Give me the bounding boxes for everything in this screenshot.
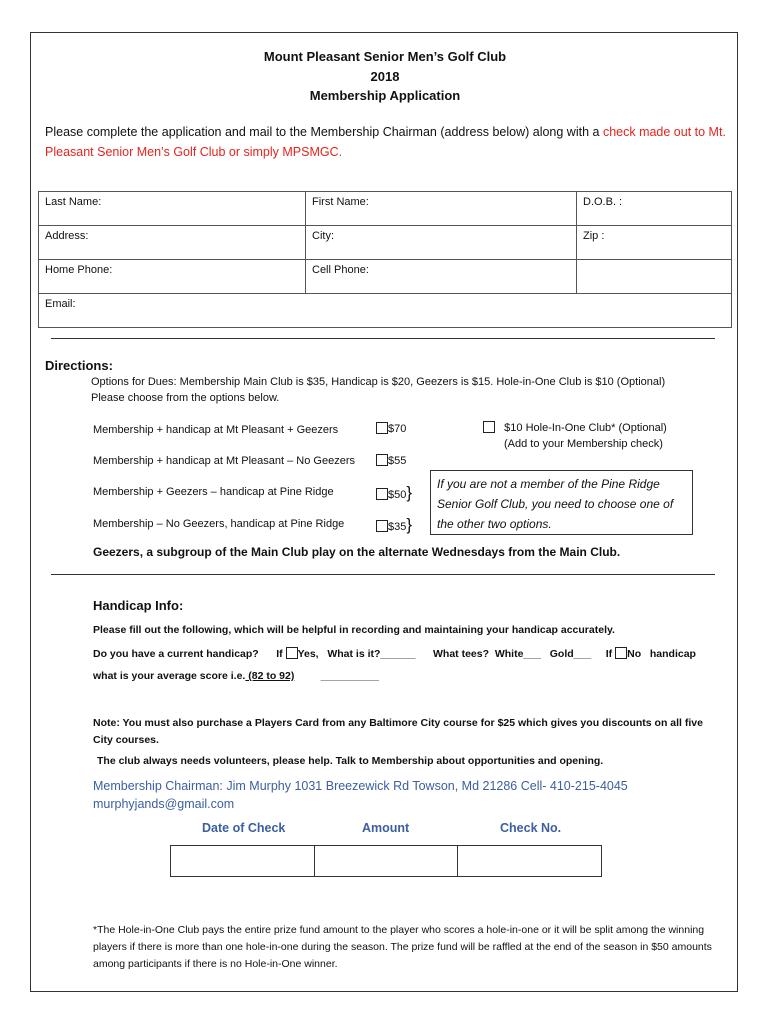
gold-tees-label: Gold___ bbox=[549, 648, 592, 660]
option-checkbox[interactable] bbox=[376, 454, 406, 467]
checkbox-square-icon bbox=[483, 421, 495, 433]
brace-icon: } bbox=[406, 515, 413, 534]
average-score-blank[interactable]: __________ bbox=[320, 670, 380, 682]
average-score-row bbox=[93, 670, 379, 682]
zip-field[interactable]: Zip : bbox=[577, 226, 732, 260]
choose-text: Please choose from the options below. bbox=[91, 392, 280, 404]
hole-in-one-label: $10 Hole-In-One Club* (Optional) bbox=[504, 422, 667, 434]
if-label: If bbox=[276, 648, 283, 660]
form-title: Membership Application bbox=[309, 88, 461, 103]
date-of-check-header: Date of Check bbox=[202, 821, 286, 835]
current-handicap-question: Do you have a current handicap? bbox=[93, 648, 259, 660]
amount-cell[interactable] bbox=[314, 846, 458, 877]
hole-in-one-option[interactable] bbox=[483, 421, 667, 434]
hole-in-one-sub: (Add to your Membership check) bbox=[504, 438, 663, 450]
intro-paragraph bbox=[45, 122, 730, 162]
city-field[interactable]: City: bbox=[306, 226, 577, 260]
geezers-info: Geezers, a subgroup of the Main Club play on the alternate Wednesdays from the Main Club. bbox=[93, 545, 621, 559]
option-label: Membership + handicap at Mt Pleasant – No Geezers bbox=[93, 455, 355, 467]
home-phone-field[interactable]: Home Phone: bbox=[39, 260, 306, 294]
chairman-email[interactable]: murphyjands@gmail.com bbox=[93, 797, 235, 811]
yes-label: Yes, bbox=[297, 648, 319, 660]
directions-heading: Directions: bbox=[45, 358, 113, 373]
divider-top bbox=[51, 338, 715, 339]
what-is-it-label: What is it?______ bbox=[327, 648, 416, 660]
handicap-label: handicap bbox=[649, 648, 696, 660]
checkbox-square-icon bbox=[376, 422, 388, 434]
option-price: $35 bbox=[388, 521, 407, 533]
intro-text: Please complete the application and mail to the Membership Chairman (address below) along with a bbox=[45, 125, 603, 139]
average-score-example: (82 to 92) bbox=[245, 670, 295, 682]
option-label: Membership – No Geezers, handicap at Pine Ridge bbox=[93, 518, 345, 530]
no-checkbox[interactable] bbox=[615, 647, 627, 659]
year-title: 2018 bbox=[370, 69, 400, 84]
handicap-question-row bbox=[93, 647, 696, 660]
option-price: $70 bbox=[388, 423, 407, 435]
option-checkbox[interactable] bbox=[376, 516, 412, 533]
amount-header: Amount bbox=[362, 821, 410, 835]
last-name-field[interactable]: Last Name: bbox=[39, 192, 306, 226]
intro-check-instruction: check made out to Mt. Pleasant Senior Men’s Golf Club or simply MPSMGC. bbox=[45, 125, 726, 159]
check-no-header: Check No. bbox=[500, 821, 562, 835]
option-checkbox[interactable] bbox=[376, 422, 406, 435]
checkbox-square-icon bbox=[376, 488, 388, 500]
no-label: No bbox=[627, 648, 642, 660]
yes-checkbox[interactable] bbox=[286, 647, 298, 659]
volunteers-note: The club always needs volunteers, please help. Talk to Membership about opportunities and opening. bbox=[97, 755, 604, 767]
if-label: If bbox=[605, 648, 613, 660]
average-score-question: what is your average score i.e. bbox=[93, 670, 246, 682]
hole-in-one-footnote: *The Hole-in-One Club pays the entire prize fund amount to the player who scores a hole-in-one or it will be split among the winning players if there is more than one hole-in-one during the season. The prize fund will be raffled at the end of the season in $50 amounts among participants if there is no Hole-in-One winner. bbox=[93, 924, 712, 970]
brace-icon: } bbox=[406, 483, 413, 502]
option-label: Membership + Geezers – handicap at Pine Ridge bbox=[93, 486, 334, 498]
cell-phone-field[interactable]: Cell Phone: bbox=[306, 260, 577, 294]
dues-options-text: Options for Dues: Membership Main Club is $35, Handicap is $20, Geezers is $15. Hole-in-One Club is $10 (Optional) bbox=[91, 376, 666, 388]
application-page bbox=[30, 32, 738, 992]
option-label: Membership + handicap at Mt Pleasant + Geezers bbox=[93, 424, 339, 436]
club-title: Mount Pleasant Senior Men’s Golf Club bbox=[263, 49, 507, 64]
handicap-heading: Handicap Info: bbox=[93, 598, 184, 613]
divider-middle bbox=[51, 574, 715, 575]
handicap-fill-text: Please fill out the following, which will be helpful in recording and maintaining your handicap accurately. bbox=[93, 624, 615, 636]
players-card-note: Note: You must also purchase a Players Card from any Baltimore City course for $25 which gives you discounts on all five City courses. bbox=[93, 717, 703, 746]
white-tees-label: White___ bbox=[494, 648, 541, 660]
member-info-table bbox=[38, 191, 732, 328]
check-table bbox=[170, 845, 602, 877]
email-field[interactable]: Email: bbox=[39, 294, 732, 328]
dob-field[interactable]: D.O.B. : bbox=[577, 192, 732, 226]
check-no-cell[interactable] bbox=[458, 846, 602, 877]
date-of-check-cell[interactable] bbox=[171, 846, 315, 877]
chairman-contact: Membership Chairman: Jim Murphy 1031 Breezewick Rd Towson, Md 21286 Cell- 410-215-4045 bbox=[93, 779, 628, 793]
address-field[interactable]: Address: bbox=[39, 226, 306, 260]
option-price: $55 bbox=[388, 455, 407, 467]
first-name-field[interactable]: First Name: bbox=[306, 192, 577, 226]
option-checkbox[interactable] bbox=[376, 484, 412, 501]
what-tees-label: What tees? bbox=[433, 648, 490, 660]
checkbox-square-icon bbox=[376, 520, 388, 532]
checkbox-square-icon bbox=[376, 454, 388, 466]
pine-ridge-note: If you are not a member of the Pine Ridge Senior Golf Club, you need to choose one of the other two options. bbox=[430, 470, 693, 535]
blank-cell bbox=[577, 260, 732, 294]
option-price: $50 bbox=[388, 489, 407, 501]
